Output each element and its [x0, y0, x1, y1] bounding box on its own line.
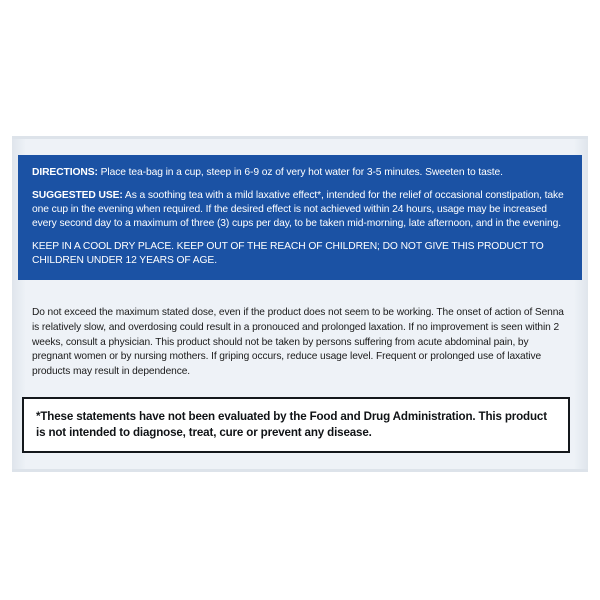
suggested-use-label: SUGGESTED USE: [32, 190, 123, 201]
storage-warning-text: KEEP IN A COOL DRY PLACE. KEEP OUT OF THE REACH OF CHILDREN; DO NOT GIVE THIS PRODUCT TO CHILDREN UNDER 12 YEARS OF AGE. [32, 241, 544, 266]
panel-top-edge [12, 136, 588, 139]
fda-disclaimer-text: *These statements have not been evaluated by the Food and Drug Administration. This product is not intended to diagnose, treat, cure or prevent any disease. [36, 410, 547, 439]
blue-instructions-panel [18, 155, 582, 280]
directions-label: DIRECTIONS: [32, 167, 98, 178]
cautions-paragraph: Do not exceed the maximum stated dose, even if the product does not seem to be working. The onset of action of Senna is relatively slow, and overdosing could result in a pronouced and prolonged laxation. If no improvement is seen within 2 weeks, consult a physician. This product should not be taken by persons suffering from acute abdominal pain, by pregnant women or by nursing mothers. If griping occurs, reduce usage level. Frequent or prolonged use of laxative products may result in dependence. [32, 307, 564, 378]
fda-disclaimer-box [22, 397, 570, 453]
suggested-use-text: As a soothing tea with a mild laxative effect*, intended for the relief of occasional constipation, take one cup in the evening when required. If the desired effect is not achieved within 24 hours, usage may be increased every second day to a maximum of three (3) cups per day, to be taken mid-morning, late afternoon, and in the evening. [32, 190, 564, 229]
panel-bottom-edge [12, 469, 588, 472]
directions-paragraph [32, 166, 568, 180]
suggested-use-paragraph [32, 189, 568, 231]
directions-text: Place tea-bag in a cup, steep in 6-9 oz of very hot water for 3-5 minutes. Sweeten to taste. [100, 167, 503, 178]
